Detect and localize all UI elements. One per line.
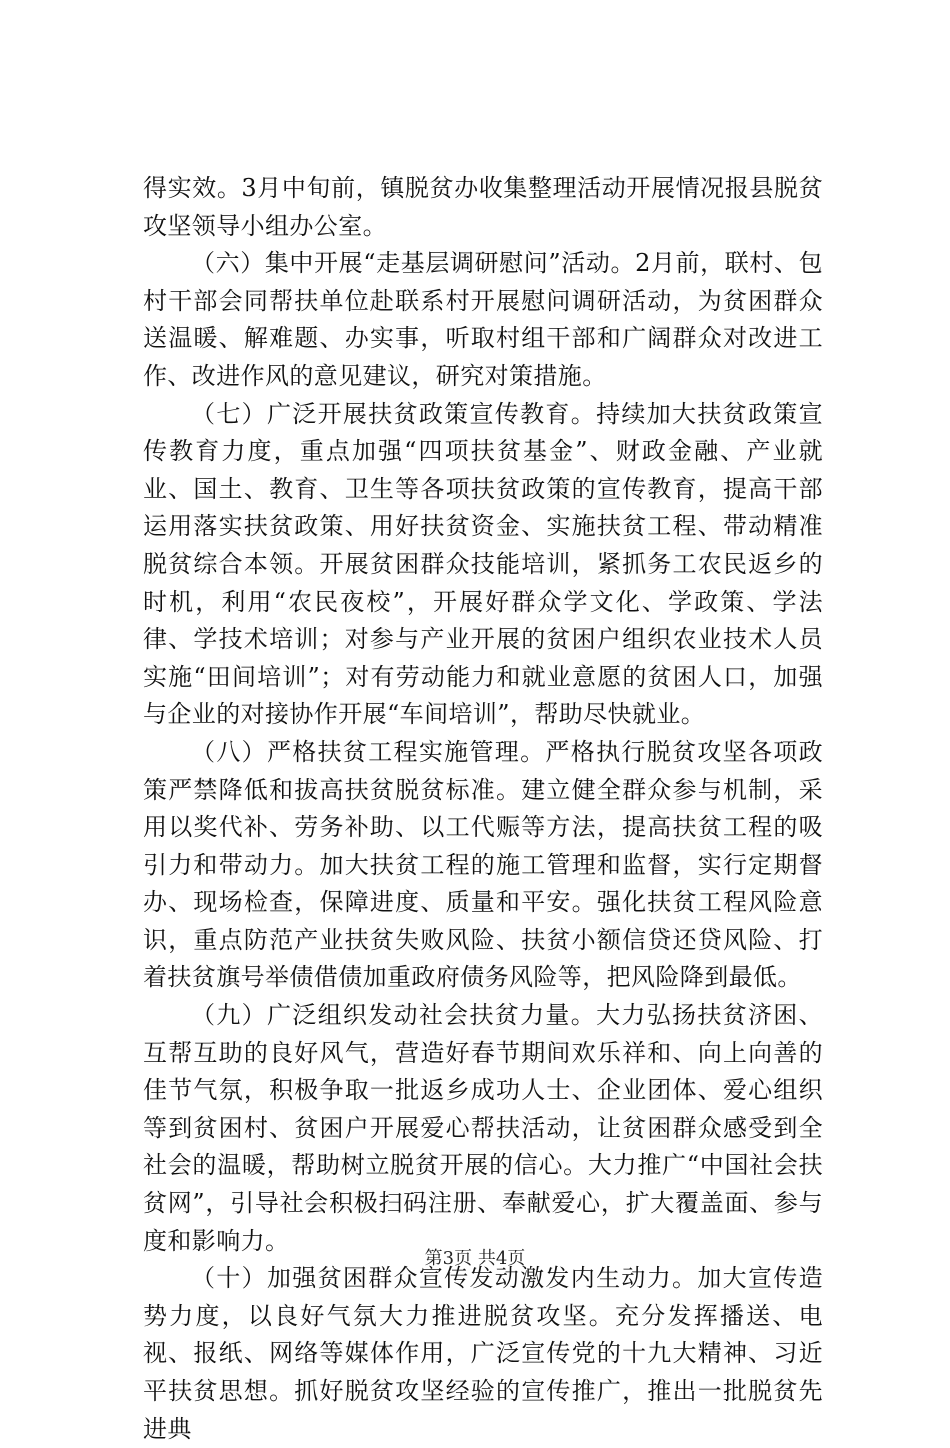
paragraph-six: （六）集中开展“走基层调研慰问”活动。2月前，联村、包村干部会同帮扶单位赴联系村开展慰问调研活动，为贫困群众送温暖、解难题、办实事，听取村组干部和广阔群众对改进工作、改进作风的意见建议，研究对策措施。 [143, 249, 823, 390]
paragraph-nine: （九）广泛组织发动社会扶贫力量。大力弘扬扶贫济困、互帮互助的良好风气，营造好春节期间欢乐祥和、向上向善的佳节气氛，积极争取一批返乡成功人士、企业团体、爱心组织等到贫困村、贫困户开展爱心帮扶活动，让贫困群众感受到全社会的温暖，帮助树立脱贫开展的信心。大力推广“中国社会扶贫网”，引导社会积极扫码注册、奉献爱心，扩大覆盖面、参与度和影响力。 [143, 1001, 823, 1255]
paragraph-continuation: 得实效。3月中旬前，镇脱贫办收集整理活动开展情况报县脱贫攻坚领导小组办公室。 [143, 174, 823, 240]
page-footer: 第3页 共4页 [424, 1248, 526, 1269]
paragraph-seven: （七）广泛开展扶贫政策宣传教育。持续加大扶贫政策宣传教育力度，重点加强“四项扶贫基金”、财政金融、产业就业、国土、教育、卫生等各项扶贫政策的宣传教育，提高干部运用落实扶贫政策、用好扶贫资金、实施扶贫工程、带动精准脱贫综合本领。开展贫困群众技能培训，紧抓务工农民返乡的时机，利用“农民夜校”，开展好群众学文化、学政策、学法律、学技术培训；对参与产业开展的贫困户组织农业技术人员实施“田间培训”；对有劳动能力和就业意愿的贫困人口，加强与企业的对接协作开展“车间培训”，帮助尽快就业。 [143, 399, 823, 729]
paragraph-eight: （八）严格扶贫工程实施管理。严格执行脱贫攻坚各项政策严禁降低和拔高扶贫脱贫标准。建立健全群众参与机制，采用以奖代补、劳务补助、以工代赈等方法，提高扶贫工程的吸引力和带动力。加大扶贫工程的施工管理和监督，实行定期督办、现场检查，保障进度、质量和平安。强化扶贫工程风险意识，重点防范产业扶贫失败风险、扶贫小额信贷还贷风险、打着扶贫旗号举债借债加重政府债务风险等，把风险降到最低。 [143, 737, 823, 992]
paragraph-ten: （十）加强贫困群众宣传发动激发内生动力。加大宣传造势力度，以良好气氛大力推进脱贫攻坚。充分发挥播送、电视、报纸、网络等媒体作用，广泛宣传党的十九大精神、习近平扶贫思想。抓好脱贫攻坚经验的宣传推广，推出一批脱贫先进典 [143, 1264, 823, 1443]
